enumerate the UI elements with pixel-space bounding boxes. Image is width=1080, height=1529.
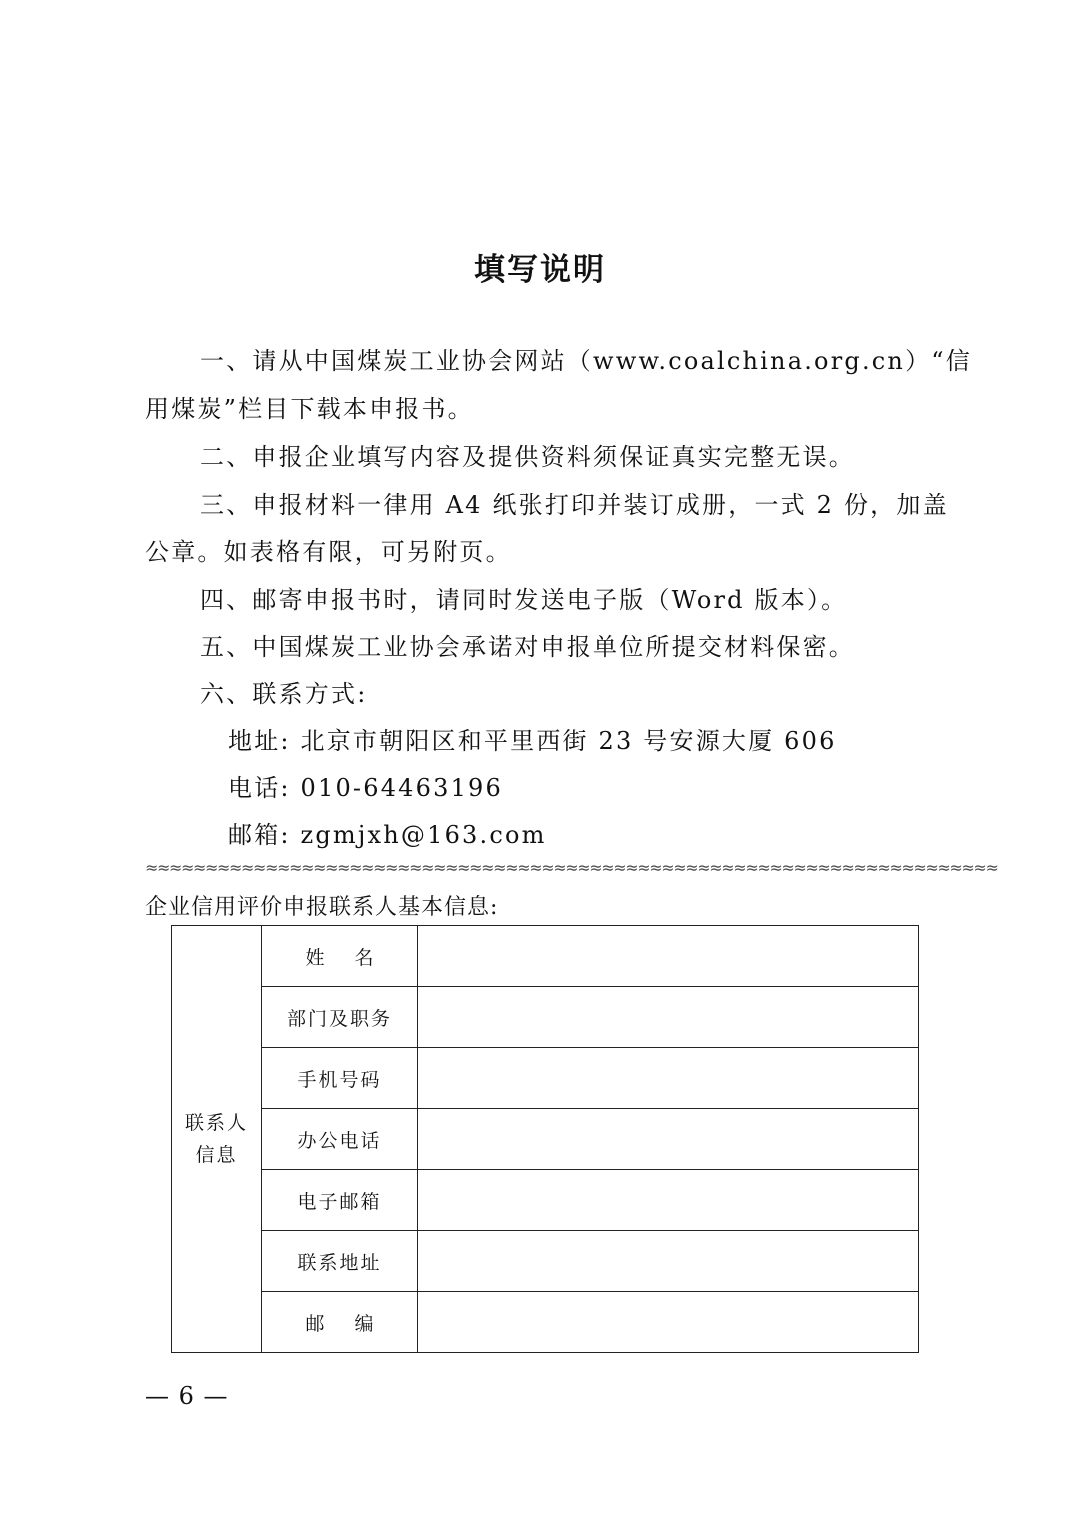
value-office-phone[interactable] [418,1109,919,1170]
instruction-5: 五、中国煤炭工业协会承诺对申报单位所提交材料保密。 [200,633,855,661]
label-name: 姓名 [262,926,418,987]
instruction-3-line-2: 公章。如表格有限，可另附页。 [145,538,512,566]
instruction-4: 四、邮寄申报书时，请同时发送电子版（Word 版本）。 [200,586,848,614]
table-row [172,1048,919,1109]
contact-address: 地址: 北京市朝阳区和平里西街 23 号安源大厦 606 [228,727,837,755]
instruction-3-line-1: 三、申报材料一律用 A4 纸张打印并装订成册，一式 2 份，加盖 [200,491,949,519]
wavy-divider: ≈≈≈≈≈≈≈≈≈≈≈≈≈≈≈≈≈≈≈≈≈≈≈≈≈≈≈≈≈≈≈≈≈≈≈≈≈≈≈≈≈≈≈≈≈≈≈≈≈≈≈≈≈≈≈≈≈≈≈≈≈≈≈≈≈≈≈≈≈≈≈ [145,858,998,877]
contact-phone: 电话: 010-64463196 [228,774,503,802]
table-row [172,1292,919,1353]
contact-email: 邮箱: zgmjxh@163.com [228,821,547,849]
group-label-cell [172,926,262,1353]
label-postcode: 邮编 [262,1292,418,1353]
label-address: 联系地址 [262,1231,418,1292]
page-number: — 6 — [145,1382,229,1410]
value-email[interactable] [418,1170,919,1231]
label-mobile: 手机号码 [262,1048,418,1109]
label-department-title: 部门及职务 [262,987,418,1048]
contact-info-table [171,925,919,1353]
value-mobile[interactable] [418,1048,919,1109]
table-caption: 企业信用评价申报联系人基本信息: [145,895,499,920]
value-name[interactable] [418,926,919,987]
value-address[interactable] [418,1231,919,1292]
page-title: 填写说明 [474,252,606,288]
group-label-line-2: 信息 [195,1144,238,1166]
instruction-1-line-2: 用煤炭”栏目下载本申报书。 [145,395,474,423]
group-label-line-1: 联系人 [184,1112,248,1134]
value-postcode[interactable] [418,1292,919,1353]
table-row [172,926,919,987]
table-row [172,987,919,1048]
instruction-2: 二、申报企业填写内容及提供资料须保证真实完整无误。 [200,443,855,471]
table-row [172,1231,919,1292]
label-office-phone: 办公电话 [262,1109,418,1170]
instruction-1-line-1: 一、请从中国煤炭工业协会网站（www.coalchina.org.cn）“信 [200,347,972,375]
value-department-title[interactable] [418,987,919,1048]
table-row [172,1109,919,1170]
table-row [172,1170,919,1231]
instruction-6: 六、联系方式: [200,680,368,708]
label-email: 电子邮箱 [262,1170,418,1231]
